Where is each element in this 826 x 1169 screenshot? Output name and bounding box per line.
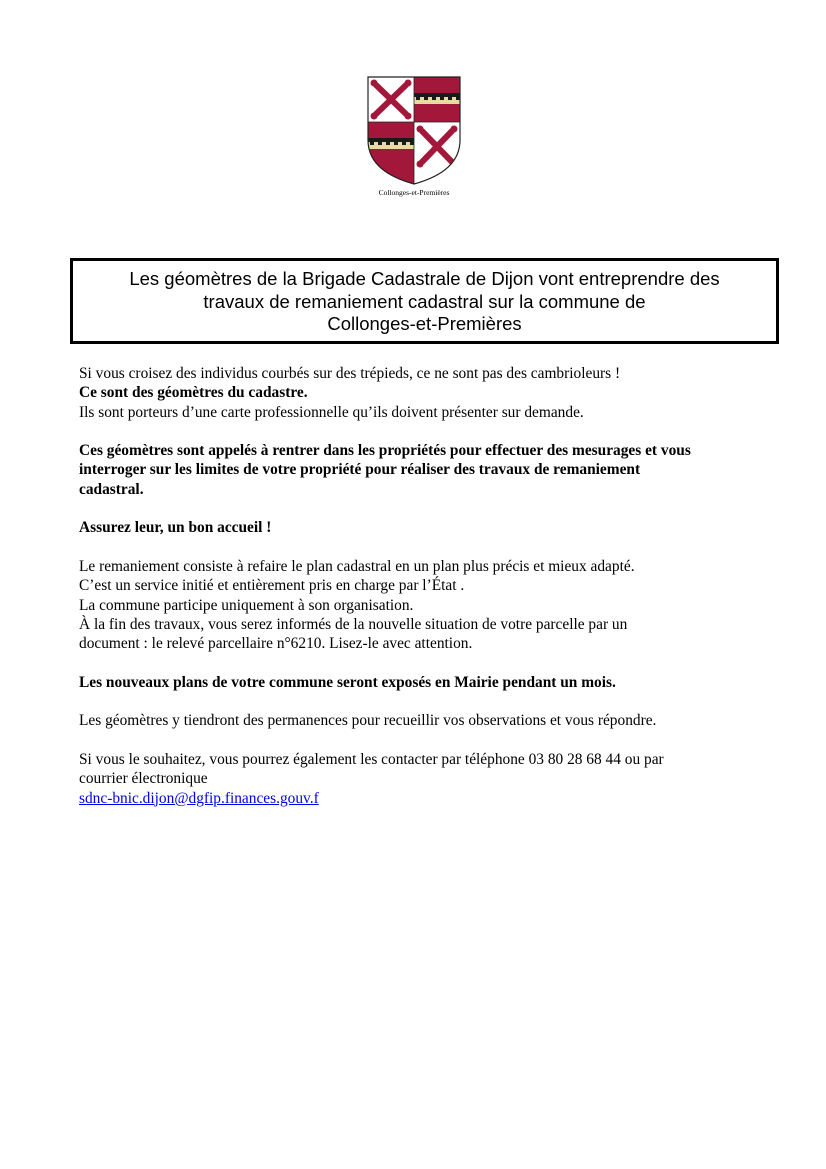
- exhibition-line: Les nouveaux plans de votre commune seront exposés en Mairie pendant un mois.: [79, 673, 616, 691]
- crest-shield-icon: [364, 74, 464, 186]
- contact-paragraph: [79, 750, 779, 808]
- welcome-line: Assurez leur, un bon accueil !: [79, 519, 272, 537]
- access-line-2: interroger sur les limites de votre propriété pour réaliser des travaux de remaniement: [79, 461, 641, 479]
- exhibition-paragraph: [79, 673, 779, 692]
- intro-line-2: Ce sont des géomètres du cadastre.: [79, 384, 308, 402]
- explanation-line-5: document : le relevé parcellaire n°6210. Lisez-le avec attention.: [79, 635, 473, 653]
- explanation-line-4: À la fin des travaux, vous serez informés de la nouvelle situation de votre parcelle par un: [79, 615, 628, 633]
- notice-body: [79, 364, 779, 827]
- contact-line-1: Si vous le souhaitez, vous pourrez également les contacter par téléphone 03 80 28 68 44 ou par: [79, 750, 664, 768]
- explanation-paragraph: [79, 557, 779, 653]
- contact-line-2: courrier électronique: [79, 770, 208, 788]
- intro-line-3: Ils sont porteurs d’une carte professionnelle qu’ils doivent présenter sur demande.: [79, 403, 584, 421]
- access-paragraph: [79, 441, 779, 499]
- title-line-1: Les géomètres de la Brigade Cadastrale de Dijon vont entreprendre des: [129, 268, 720, 289]
- title-line-3: Collonges-et-Premières: [327, 313, 522, 334]
- intro-paragraph: [79, 364, 779, 422]
- crest-caption: Collonges-et-Premières: [378, 188, 450, 197]
- access-line-1: Ces géomètres sont appelés à rentrer dans les propriétés pour effectuer des mesurages et vous: [79, 442, 691, 460]
- coat-of-arms: [364, 74, 464, 204]
- intro-line-1: Si vous croisez des individus courbés sur des trépieds, ce ne sont pas des cambrioleurs !: [79, 365, 621, 382]
- explanation-line-2: C’est un service initié et entièrement pris en charge par l’État .: [79, 577, 465, 595]
- permanences-paragraph: [79, 711, 779, 730]
- welcome-paragraph: [79, 518, 779, 537]
- permanences-line: Les géomètres y tiendront des permanences pour recueillir vos observations et vous répondre.: [79, 712, 657, 730]
- announcement-title-box: [70, 258, 779, 344]
- contact-email-link[interactable]: sdnc-bnic.dijon@dgfip.finances.gouv.f: [79, 789, 319, 807]
- explanation-line-1: Le remaniement consiste à refaire le plan cadastral en un plan plus précis et mieux adapté.: [79, 557, 635, 575]
- title-line-2: travaux de remaniement cadastral sur la commune de: [203, 290, 646, 312]
- access-line-3: cadastral.: [79, 480, 144, 498]
- explanation-line-3: La commune participe uniquement à son organisation.: [79, 596, 414, 614]
